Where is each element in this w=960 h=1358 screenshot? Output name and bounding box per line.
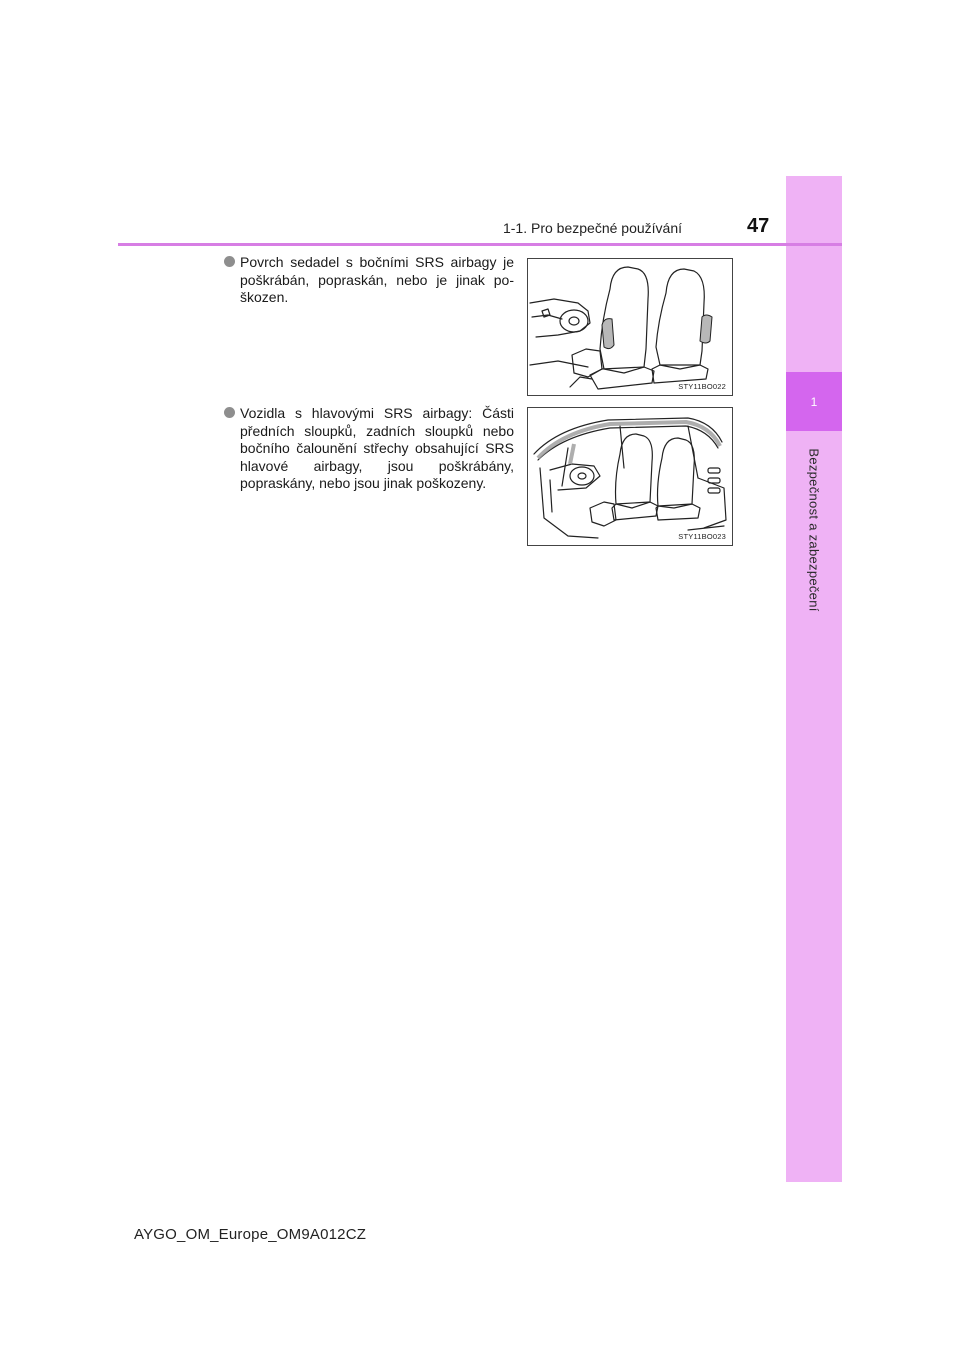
list-item bbox=[224, 405, 514, 493]
figure-side-airbag-seats bbox=[527, 258, 733, 396]
side-chapter-tab bbox=[786, 176, 842, 1182]
item-text: Povrch sedadel s bočními SRS airbagy je poškrábán, popraskán, nebo je jinak po-škozen. bbox=[240, 254, 514, 305]
list-item bbox=[224, 254, 514, 307]
bullet-icon bbox=[224, 256, 235, 267]
item-text: Vozidla s hlavovými SRS airbagy: Části předních sloupků, zadních sloupků nebo bočního čalounění střechy obsahující SRS hlavové airbagy, jsou poškrábány, popraskány, nebo jsou jinak poškozeny. bbox=[240, 405, 514, 491]
page-number: 47 bbox=[747, 215, 770, 237]
bullet-icon bbox=[224, 407, 235, 418]
figure-curtain-airbag-car bbox=[527, 407, 733, 546]
seats-illustration bbox=[528, 259, 732, 395]
car-interior-illustration bbox=[528, 408, 732, 545]
document-id: AYGO_OM_Europe_OM9A012CZ bbox=[134, 1226, 367, 1243]
chapter-title: Bezpečnost a zabezpečení bbox=[806, 448, 822, 612]
figure-code: STY11BO023 bbox=[678, 532, 726, 541]
chapter-number[interactable]: 1 bbox=[786, 372, 842, 431]
figure-code: STY11BO022 bbox=[678, 382, 726, 391]
section-title: 1-1. Pro bezpečné používání bbox=[502, 220, 682, 236]
header-divider bbox=[118, 243, 842, 246]
